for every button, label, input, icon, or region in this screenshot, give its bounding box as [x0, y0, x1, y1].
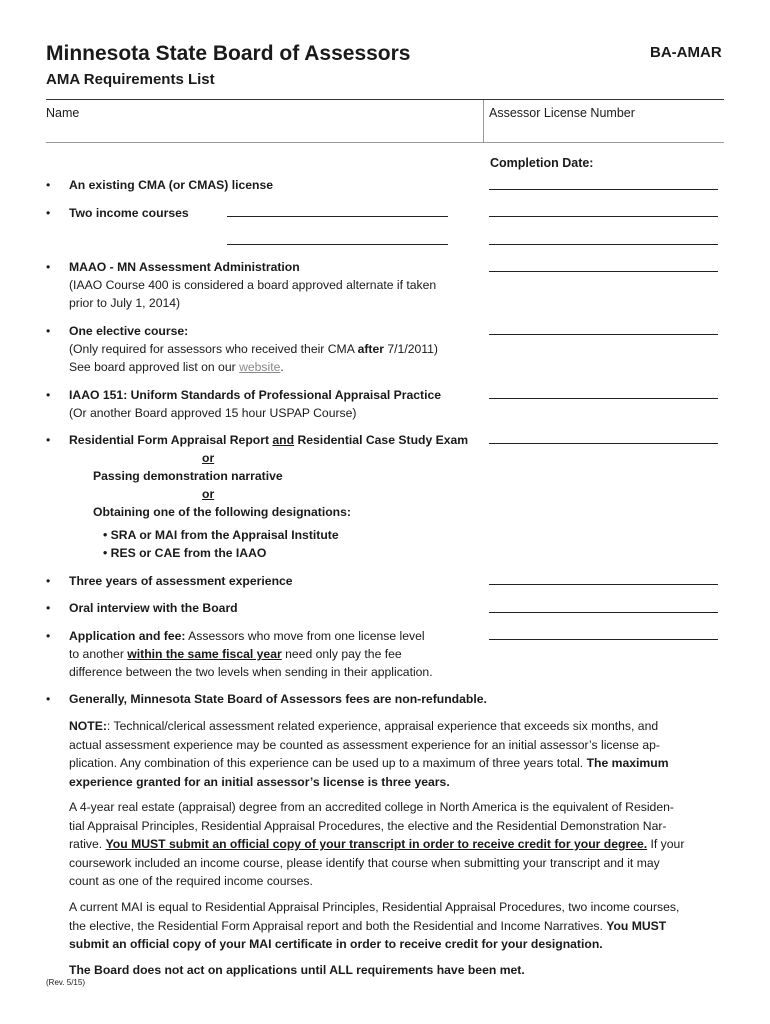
income-course-line-1[interactable]	[227, 216, 448, 217]
note-l3b: The maximum	[586, 756, 669, 770]
res-b: Residential Case Study Exam	[294, 433, 469, 447]
completion-date-line[interactable]	[489, 584, 718, 585]
res-and: and	[272, 433, 295, 447]
completion-date-line[interactable]	[489, 639, 718, 640]
para3-l2b: You MUST	[606, 918, 667, 933]
item-iaao-title: IAAO 151: Uniform Standards of Professional Appraisal Practice	[69, 388, 442, 402]
completion-date-line[interactable]	[489, 271, 718, 272]
completion-date-line[interactable]	[489, 443, 718, 444]
item-obtaining: Obtaining one of the following designations:	[93, 505, 351, 519]
app-l2a: to another	[69, 647, 128, 661]
res-a: Residential Form Appraisal Report	[69, 433, 273, 447]
website-link[interactable]: website	[239, 360, 281, 374]
mai-paragraph	[69, 898, 729, 954]
item-application-line-3: difference between the two levels when sending in their application.	[69, 665, 433, 679]
degree-paragraph	[69, 798, 729, 891]
bullet: •	[46, 388, 51, 402]
note-paragraph	[69, 717, 729, 791]
designation-sra-mai: • SRA or MAI from the Appraisal Institute	[103, 528, 339, 542]
bullet: •	[46, 433, 51, 447]
item-application-line-2	[69, 645, 402, 663]
item-fees: Generally, Minnesota State Board of Assessors fees are non-refundable.	[69, 692, 487, 706]
note-l3a: plication. Any combination of this experience can be used up to a maximum of three years total.	[69, 756, 587, 770]
bullet: •	[46, 324, 51, 338]
elective-list-b: .	[280, 360, 284, 374]
item-maao-note-2: prior to July 1, 2014)	[69, 296, 181, 310]
item-passing-narrative: Passing demonstration narrative	[93, 469, 283, 483]
item-elective-list	[69, 358, 284, 376]
item-application-fee	[69, 627, 425, 645]
completion-date-line[interactable]	[489, 244, 718, 245]
para2-l3b: You MUST submit an official copy of your transcript in order to receive credit for your degree.	[105, 837, 648, 851]
bullet: •	[46, 574, 51, 588]
para3-line-3: submit an official copy of your MAI certificate in order to receive credit for your designation.	[69, 937, 603, 951]
para2-line-5: count as one of the required income courses.	[69, 874, 313, 888]
elective-note-after: after	[357, 342, 384, 356]
item-elective-note	[69, 340, 438, 358]
para2-line-1: A 4-year real estate (appraisal) degree from an accredited college in North America is the equivalent of Residen-	[69, 800, 674, 814]
income-course-line-2[interactable]	[227, 244, 448, 245]
elective-note-a: (Only required for assessors who received their CMA	[69, 342, 358, 356]
para3-line-1: A current MAI is equal to Residential Appraisal Principles, Residential Appraisal Procedures, two income courses,	[69, 900, 680, 914]
name-label: Name	[46, 106, 80, 120]
note-line-4: experience granted for an initial assessor’s license is three years.	[69, 774, 450, 789]
note-label: NOTE:	[69, 719, 107, 733]
app-line-1: Assessors who move from one license level	[185, 629, 425, 643]
app-l2u: within the same fiscal year	[127, 647, 282, 661]
note-line-2: actual assessment experience may be counted as assessment experience for an initial assessor’s license ap-	[69, 737, 660, 752]
item-maao-title: MAAO - MN Assessment Administration	[69, 260, 300, 274]
completion-date-line[interactable]	[489, 612, 718, 613]
designation-res-cae: • RES or CAE from the IAAO	[103, 546, 267, 560]
item-oral-interview: Oral interview with the Board	[69, 601, 238, 615]
completion-date-line[interactable]	[489, 216, 718, 217]
item-elective-title: One elective course:	[69, 324, 189, 338]
note-line-3	[69, 754, 729, 773]
item-cma: An existing CMA (or CMAS) license	[69, 178, 274, 192]
bullet: •	[46, 629, 51, 643]
final-statement: The Board does not act on applications until ALL requirements have been met.	[69, 963, 525, 977]
para2-line-3	[69, 835, 729, 854]
bullet: •	[46, 178, 51, 192]
para2-l3a: rative.	[69, 837, 106, 851]
or-1: or	[202, 451, 215, 465]
para2-l3c: If your	[647, 837, 685, 851]
item-maao-note-1: (IAAO Course 400 is considered a board approved alternate if taken	[69, 278, 437, 292]
para3-line-2	[69, 917, 729, 936]
note-line-1	[69, 717, 729, 736]
note-l1: : Technical/clerical assessment related experience, appraisal experience that exceeds six months, and	[106, 719, 659, 733]
bullet: •	[46, 692, 51, 706]
completion-date-line[interactable]	[489, 334, 718, 335]
license-number-field[interactable]	[484, 100, 724, 142]
completion-date-label: Completion Date:	[490, 156, 594, 170]
revision-label: (Rev. 5/15)	[46, 978, 85, 987]
para2-line-2: tial Appraisal Principles, Residential Appraisal Procedures, the elective and the Residential Demonstration Nar-	[69, 818, 667, 833]
bullet: •	[46, 601, 51, 615]
fields-rule	[46, 142, 724, 143]
or-2: or	[202, 487, 215, 501]
para3-l2a: the elective, the Residential Form Appraisal report and both the Residential and Income Narratives.	[69, 918, 607, 933]
elective-list-a: See board approved list on our	[69, 360, 240, 374]
app-title: Application and fee:	[69, 629, 186, 643]
item-income-courses: Two income courses	[69, 206, 189, 220]
document-subtitle: AMA Requirements List	[46, 71, 215, 88]
item-three-years: Three years of assessment experience	[69, 574, 293, 588]
document-title: Minnesota State Board of Assessors	[46, 42, 411, 65]
item-iaao-note: (Or another Board approved 15 hour USPAP Course)	[69, 406, 357, 420]
bullet: •	[46, 260, 51, 274]
completion-date-line[interactable]	[489, 398, 718, 399]
completion-date-line[interactable]	[489, 189, 718, 190]
bullet: •	[46, 206, 51, 220]
elective-note-b: 7/1/2011)	[383, 342, 438, 356]
app-l2b: need only pay the fee	[281, 647, 402, 661]
item-residential	[69, 431, 468, 449]
name-field[interactable]	[46, 100, 482, 142]
para2-line-4: coursework included an income course, please identify that course when submitting your transcript and it may	[69, 855, 660, 870]
license-label: Assessor License Number	[489, 106, 635, 120]
form-id: BA-AMAR	[650, 44, 722, 61]
